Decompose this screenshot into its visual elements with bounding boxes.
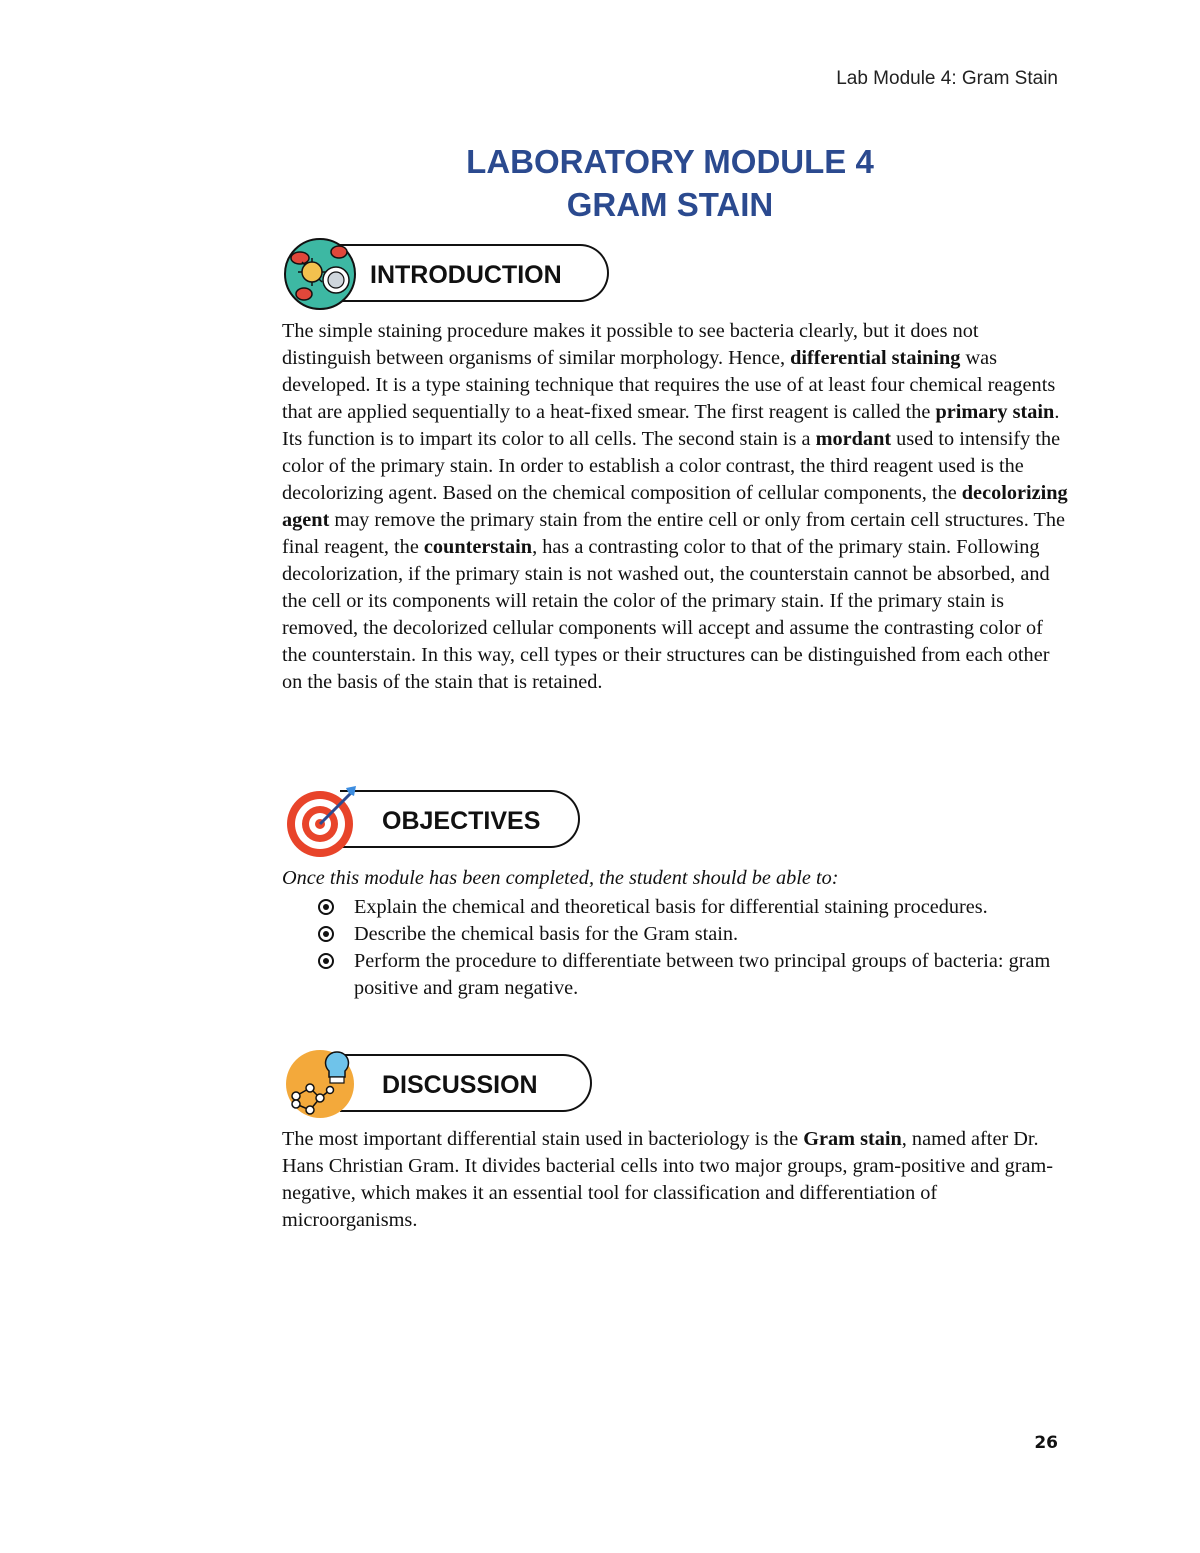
title-line-2: GRAM STAIN [566, 186, 774, 223]
introduction-pill [334, 244, 609, 302]
discussion-heading-text: DISCUSSION [382, 1071, 538, 1099]
objectives-pill [340, 790, 580, 848]
objectives-heading [282, 786, 582, 856]
objective-3-text: Perform the procedure to differentiate between two principal groups of bacteria: gram positive and gram negative. [354, 950, 1051, 999]
introduction-heading [282, 238, 612, 308]
bacteria-microscope-icon [282, 236, 358, 312]
target-dart-icon [286, 784, 362, 860]
introduction-heading-text: INTRODUCTION [370, 261, 562, 289]
running-header: Lab Module 4: Gram Stain [836, 68, 1058, 89]
lightbulb-molecule-icon [282, 1044, 358, 1120]
list-item [312, 921, 1052, 948]
discussion-heading [282, 1050, 602, 1120]
title-line-1: LABORATORY MODULE 4 [466, 143, 874, 180]
page-number: 26 [1034, 1433, 1058, 1453]
page-title [0, 140, 1200, 226]
objectives-heading-text: OBJECTIVES [382, 807, 541, 835]
intro-seg-6: used to intensify the color of the primary stain. In order to establish a color contrast, the third reagent used is the decolorizing agent. Based on the chemical composition of cellular components, the [282, 428, 1061, 504]
bullet-icon [318, 953, 334, 969]
intro-seg-0: The simple staining procedure makes it possible to see bacteria clearly, but it does not distinguish between organisms of similar morphology. Hence, [282, 320, 979, 369]
objective-1-text: Explain the chemical and theoretical basis for differential staining procedures. [354, 896, 988, 918]
list-item [312, 948, 1052, 1002]
list-item [312, 894, 1052, 921]
intro-term-primary-stain: primary stain [935, 401, 1055, 423]
disc-term-gram-stain: Gram stain [803, 1128, 902, 1150]
disc-seg-0: The most important differential stain used in bacteriology is the [282, 1128, 804, 1150]
objectives-intro: Once this module has been completed, the student should be able to: [282, 867, 839, 889]
intro-seg-10: , has a contrasting color to that of the primary stain. Following decolorization, if the primary stain is not washed out, the counterstain cannot be absorbed, and the cell or its components will retain the color of the primary stain. If the primary stain is removed, the decolorized cellular components will accept and assume the contrasting color of the counterstain. In this way, cell types or their structures can be distinguished from each other on the basis of the stain that is retained. [282, 536, 1050, 693]
intro-seg-2: was developed. It is a type staining technique that requires the use of at least four chemical reagents that are applied sequentially to a heat-fixed smear. The first reagent is called the [282, 347, 1056, 423]
discussion-paragraph [282, 1126, 1072, 1234]
intro-seg-4: . Its function is to impart its color to all cells. The second stain is a [282, 401, 1060, 450]
intro-term-differential-staining: differential staining [790, 347, 961, 369]
bullet-icon [318, 899, 334, 915]
objectives-list [312, 894, 1052, 1002]
intro-term-decolorizing-agent: decolorizing agent [282, 482, 1068, 531]
intro-term-mordant: mordant [815, 428, 892, 450]
intro-seg-8: may remove the primary stain from the entire cell or only from certain cell structures. The final reagent, the [282, 509, 1066, 558]
bullet-icon [318, 926, 334, 942]
intro-term-counterstain: counterstain [423, 536, 533, 558]
objective-2-text: Describe the chemical basis for the Gram stain. [354, 923, 739, 945]
introduction-paragraph [282, 318, 1072, 696]
discussion-pill [340, 1054, 592, 1112]
disc-seg-2: , named after Dr. Hans Christian Gram. It divides bacterial cells into two major groups, gram-positive and gram-negative, which makes it an essential tool for classification and differentiation of microorganisms. [282, 1128, 1054, 1231]
